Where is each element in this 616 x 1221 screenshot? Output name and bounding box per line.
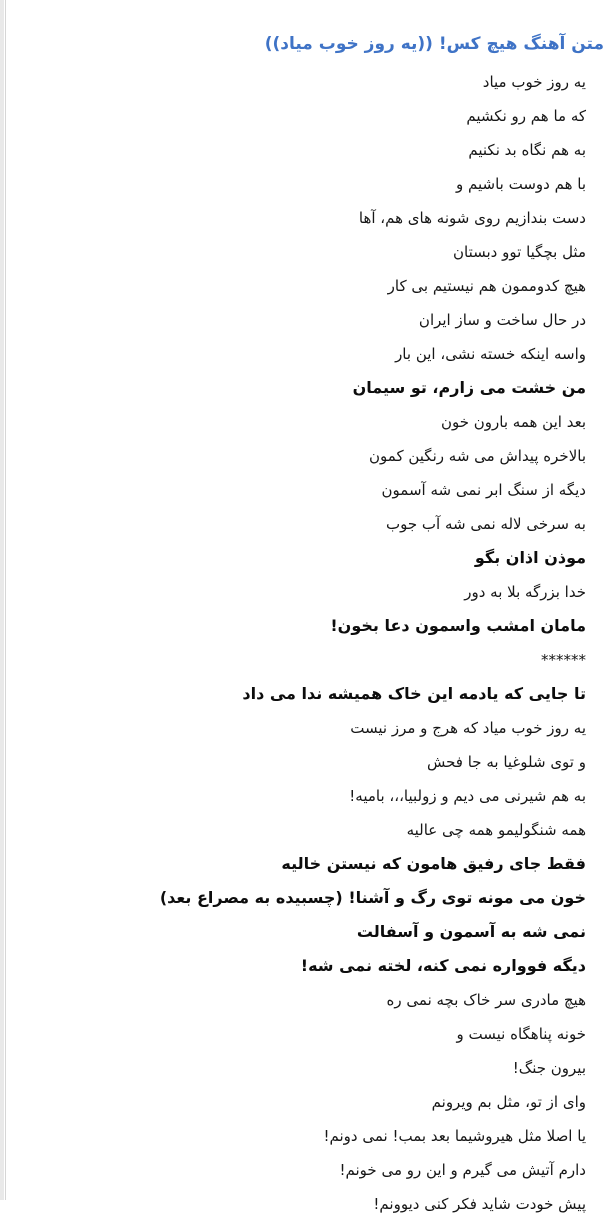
lyrics-list xyxy=(26,65,586,1221)
lyric-line: هیچ کدوممون هم نیستیم بی کار xyxy=(387,277,586,295)
lyric-line: دست بندازیم روی شونه های هم، آها xyxy=(358,209,586,227)
lyric-line: نمی شه به آسمون و آسفالت xyxy=(356,922,586,941)
lyric-line: و توی شلوغیا به جا فحش xyxy=(426,753,586,771)
lyric-line: ****** xyxy=(541,651,586,669)
left-border xyxy=(0,0,4,1200)
lyric-line: یه روز خوب میاد xyxy=(482,73,586,91)
lyric-line: تا جایی که یادمه این خاک همیشه ندا می داد xyxy=(242,684,586,703)
lyric-line: واسه اینکه خسته نشی، این بار xyxy=(395,345,586,363)
lyric-line: بیرون جنگ! xyxy=(512,1059,586,1077)
lyric-line: من خشت می زارم، تو سیمان xyxy=(352,378,586,397)
lyric-line: یا اصلا مثل هیروشیما بعد بمب! نمی دونم! xyxy=(323,1127,586,1145)
lyric-line: پیش خودت شاید فکر کنی دیوونم! xyxy=(373,1195,586,1213)
lyric-line: دیگه فوواره نمی کنه، لخته نمی شه! xyxy=(300,956,586,975)
lyric-line: دارم آتیش می گیرم و این رو می خونم! xyxy=(339,1161,586,1179)
lyric-line: وای از تو، مثل بم ویرونم xyxy=(431,1093,586,1111)
song-title: متن آهنگ هیچ کس! ((یه روز خوب میاد)) xyxy=(264,34,604,54)
lyric-line: در حال ساخت و ساز ایران xyxy=(418,311,586,329)
lyric-line: موذن اذان بگو xyxy=(474,548,586,567)
left-border-inner xyxy=(5,0,6,1200)
lyric-line: دیگه از سنگ ابر نمی شه آسمون xyxy=(381,481,586,499)
lyric-line: مامان امشب واسمون دعا بخون! xyxy=(330,616,586,635)
lyric-line: همه شنگولیمو همه چی عالیه xyxy=(406,821,586,839)
lyric-line: با هم دوست باشیم و xyxy=(456,175,586,193)
lyric-line: خدا بزرگه بلا به دور xyxy=(464,583,586,601)
lyric-line: خون می مونه توی رگ و آشنا! (چسبیده به مصراع بعد) xyxy=(159,888,586,907)
lyric-line: بعد این همه بارون خون xyxy=(440,413,586,431)
lyric-line: یه روز خوب میاد که هرج و مرز نیست xyxy=(350,719,586,737)
lyric-line: بالاخره پیداش می شه رنگین کمون xyxy=(369,447,586,465)
lyric-line: به هم شیرنی می دیم و زولبیا،،، بامیه! xyxy=(349,787,586,805)
lyric-line: فقط جای رفیق هامون که نیستن خالیه xyxy=(281,854,586,873)
lyric-line: مثل بچگیا توو دبستان xyxy=(453,243,586,261)
lyric-line: خونه پناهگاه نیست و xyxy=(456,1025,586,1043)
lyric-line: به هم نگاه بد نکنیم xyxy=(468,141,586,159)
lyric-line: هیچ مادری سر خاک بچه نمی ره xyxy=(386,991,586,1009)
lyric-line: که ما هم رو نکشیم xyxy=(466,107,586,125)
lyric-line: به سرخی لاله نمی شه آب جوب xyxy=(385,515,586,533)
